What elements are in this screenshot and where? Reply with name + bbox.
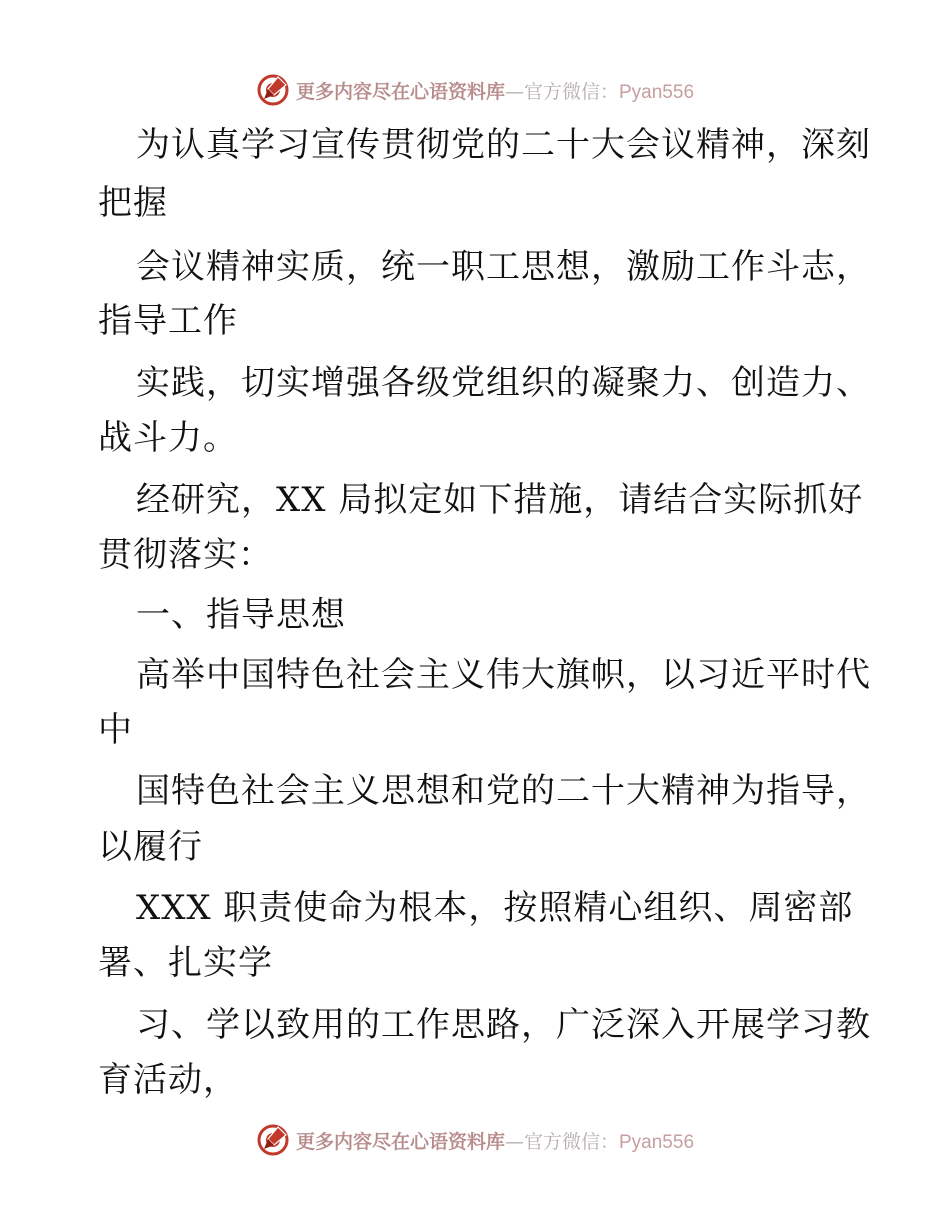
watermark-text (296, 77, 694, 104)
watermark-wechat-id: Pyan556 (619, 1131, 695, 1153)
paragraph-line: 指导工作 (98, 301, 238, 341)
section-heading: 一、指导思想 (136, 595, 346, 635)
watermark-site: 更多内容尽在心语资料库 (295, 1130, 505, 1153)
paragraph-line: 国特色社会主义思想和党的二十大精神为指导， (136, 771, 871, 811)
watermark-site: 更多内容尽在心语资料库 (295, 80, 505, 103)
paragraph-line: 育活动， (98, 1060, 238, 1100)
paragraph-line: 会议精神实质，统一职工思想，激励工作斗志， (136, 247, 871, 287)
watermark-dash: — (504, 1130, 524, 1153)
watermark-text (296, 1127, 694, 1154)
pen-logo-icon (256, 73, 290, 107)
paragraph-line: 战斗力。 (98, 418, 238, 458)
paragraph-line: 为认真学习宣传贯彻党的二十大会议精神，深刻 (136, 125, 871, 165)
paragraph-line: 中 (98, 710, 133, 750)
watermark-dash: — (504, 80, 524, 103)
watermark-wechat-id: Pyan556 (619, 81, 695, 103)
paragraph-line: 习、学以致用的工作思路，广泛深入开展学习教 (136, 1005, 871, 1045)
paragraph-line: 高举中国特色社会主义伟大旗帜，以习近平时代 (136, 655, 871, 695)
footer-watermark (0, 1120, 950, 1160)
paragraph-line: 把握 (98, 183, 168, 223)
paragraph-line: 贯彻落实： (98, 535, 273, 575)
paragraph-line: 署、扎实学 (98, 943, 273, 983)
paragraph-line: XXX 职责使命为根本，按照精心组织、周密部 (136, 888, 854, 928)
pen-logo-icon (256, 1123, 290, 1157)
paragraph-line: 实践，切实增强各级党组织的凝聚力、创造力、 (136, 363, 871, 403)
paragraph-line: 经研究，XX 局拟定如下措施，请结合实际抓好 (136, 480, 864, 520)
watermark-wechat-label: 官方微信： (523, 80, 619, 103)
paragraph-line: 以履行 (98, 827, 203, 867)
header-watermark (0, 70, 950, 110)
watermark-wechat-label: 官方微信： (523, 1130, 619, 1153)
